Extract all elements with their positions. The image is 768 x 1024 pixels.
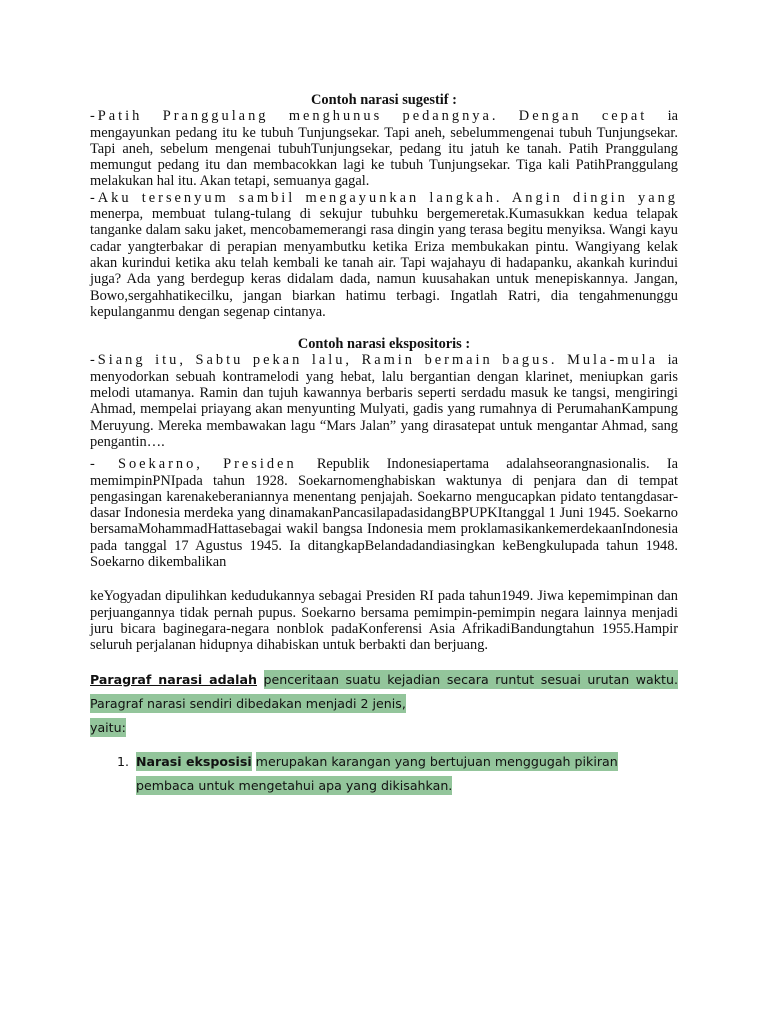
definition-highlight-1: penceritaan suatu kejadian secara runtut sesuai urutan waktu. (263, 671, 678, 687)
paragraph-body: ia menyodorkan sebuah kontramelodi yang hebat, lalu bergantian dengan klarinet, meniupkan garis melodi utamanya. Ramin dan tujuh kawannya berbaris seperti serdadu masuk ke tangsi, mengiringi Ahmad, mempelai priayang akan menyunting Mulyati, gadis yang rumahnya di PerumahanKampung Meruyung. Mereka membawakan lagu “Mars Jalan” yang dirasatepat untuk mengantar Ahmad, sang pengantin…. (90, 352, 678, 450)
narasi-type-list (90, 750, 678, 798)
definition-line-2 (90, 692, 678, 716)
paragraph-lead: - Soekarno, Presiden (90, 456, 317, 473)
definition-highlight-2: Paragraf narasi sendiri dibedakan menjadi 2 jenis, (90, 695, 406, 711)
definition-line-1 (90, 668, 678, 692)
paragraph-ekspositoris-2 (90, 456, 678, 570)
paragraph-lead: -Aku tersenyum sambil mengayunkan langkah. Angin dingin yang (90, 189, 678, 206)
spacer (90, 320, 678, 336)
heading-narasi-ekspositoris: Contoh narasi ekspositoris : (297, 336, 471, 353)
paragraph-lead: -Patih Pranggulang menghunus pedangnya. Dengan cepat (90, 108, 668, 125)
paragraph-body: ia mengayunkan pedang itu ke tubuh Tunjungsekar. Tapi aneh, sebelummengenai tubuh Tunjungsekar. Tapi aneh, sebelum mengenai tubuhTunjungsekar, pedang itu jatuh ke tanah. Patih Pranggulang memungut pedang itu dan membacokkan lagi ke tubuh Tunjungsekar. Tiga kali PatihPranggulang melakukan hal itu. Akan tetapi, semuanya gagal. (90, 108, 678, 190)
paragraph-ekspositoris-1 (90, 352, 678, 450)
paragraph-body: menerpa, membuat tulang-tulang di sekujur tubuhku bergemeretak.Kumasukkan kedua telapak tanganke dalam saku jaket, mencobamemerangi rasa dingin yang terasa begitu menyiksa. Wangi kayu cadar yangterbakar di perapian menyambutku ketika Eriza membukakan pintu. Wangiyang kelak akan kurindui ketika aku telah kembali ke tanah air. Tapi wajahayu di hadapanku, akankah kurindui juga? Ada yang berdegup keras didalam dada, namun kuusahakan untuk menepiskannya. Jangan, Bowo,sergahhatikecilku, jangan biarkan hatimu terbagi. Ingatlah Ratri, dia tengahmenunggu kepulanganmu dengan segenap cintanya. (90, 206, 678, 320)
list-item-term: Narasi eksposisi (136, 753, 252, 769)
definition-highlight-3: yaitu: (90, 719, 126, 735)
paragraph-lead: -Siang itu, Sabtu pekan lalu, Ramin bermain bagus. Mula-mula (90, 352, 668, 369)
paragraph-sugestif-2 (90, 190, 678, 320)
paragraph-body: Republik Indonesiapertama adalahseorangnasionalis. Ia memimpinPNIpada tahun 1928. Soekarnomenghabiskan waktunya di penjara dan di tempat pengasingan karenakeberaniannya menentang penjajah. Soekarno mengucapkan pidato tentangdasar-dasar Indonesia merdeka yang dinamakanPancasilapadasidangBPUPKItanggal 1 Juni 1945. Soekarno bersamaMohammadHattasebagai wakil bangsa Indonesia mem proklamasikankemerdekaanIndonesia pada tanggal 17 Agustus 1945. Ia ditangkapBelandadandiasingkan keBengkulupada tahun 1948. Soekarno dikembalikan (90, 456, 679, 571)
heading-narasi-sugestif: Contoh narasi sugestif : (311, 92, 457, 108)
list-number: 1. (117, 753, 130, 769)
paragraph-sugestif-1 (90, 108, 678, 189)
definition-block (90, 668, 678, 740)
list-item-text: merupakan karangan yang bertujuan menggugah pikiran pembaca untuk mengetahui apa yang dikisahkan. (136, 753, 618, 793)
spacer (90, 654, 678, 668)
document-page (90, 92, 678, 798)
paragraph-ekspositoris-3: keYogyadan dipulihkan kedudukannya sebagai Presiden RI pada tahun1949. Jiwa kepemimpinan dan perjuangannya tidak pernah pupus. Soekarno bersama pemimpin-pemimpin negara lainnya menjadi juru bicara baginegara-negara nonblok padaKonferensi Asia AfrikadiBandungtahun 1955.Hampir seluruh perjalanan hidupnya dihabiskan untuk berbakti dan berjuang. (90, 588, 678, 654)
definition-line-3 (90, 716, 678, 740)
list-item (90, 750, 678, 798)
spacer (90, 570, 678, 588)
definition-term: Paragraf narasi adalah (90, 671, 257, 687)
